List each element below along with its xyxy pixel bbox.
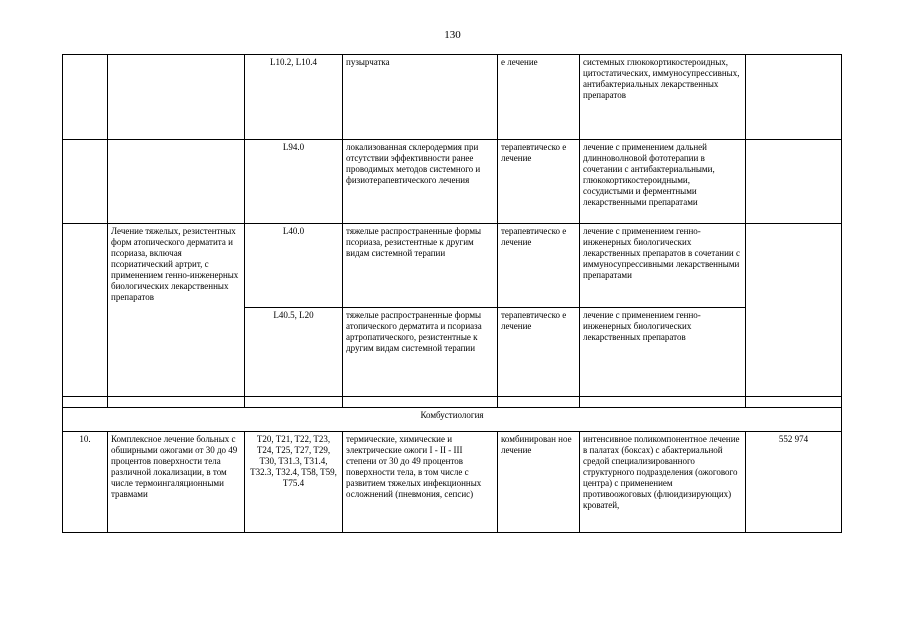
cell-empty bbox=[245, 397, 343, 408]
cell-code: L40.5, L20 bbox=[245, 308, 343, 397]
cell-name bbox=[108, 55, 245, 140]
cell-empty bbox=[498, 397, 580, 408]
table-row bbox=[63, 55, 842, 140]
cell-method: лечение с применением дальней длинноволновой фототерапии в сочетании с антибактериальными, глюкокортикостероидными, сосудистыми и ферментными лекарственными препаратами bbox=[580, 140, 746, 224]
table-row bbox=[63, 140, 842, 224]
table-row bbox=[63, 432, 842, 533]
cell-model: термические, химические и электрические ожоги I - II - III степени от 30 до 49 процентов поверхности тела, в том числе с развитием тяжелых инфекционных осложнений (пневмония, сепсис) bbox=[343, 432, 498, 533]
cell-cost bbox=[746, 140, 842, 224]
cell-code: L10.2, L10.4 bbox=[245, 55, 343, 140]
cell-method: интенсивное поликомпонентное лечение в палатах (боксах) с абактериальной средой специализированного структурного подразделения (ожогового центра) с применением противоожоговых (флюидизирующих) кроватей, bbox=[580, 432, 746, 533]
section-row bbox=[63, 408, 842, 432]
cell-method: системных глюкокортикостероидных, цитостатических, иммуносупрессивных, антибактериальных лекарственных препаратов bbox=[580, 55, 746, 140]
cell-empty bbox=[580, 397, 746, 408]
section-title: Комбустиология bbox=[63, 408, 842, 432]
page-number: 130 bbox=[444, 29, 461, 41]
cell-empty bbox=[63, 397, 108, 408]
cell-treatment: терапевтическо е лечение bbox=[498, 224, 580, 308]
cell-name bbox=[108, 140, 245, 224]
cell-cost: 552 974 bbox=[746, 432, 842, 533]
cell-cost bbox=[746, 55, 842, 140]
cell-treatment: е лечение bbox=[498, 55, 580, 140]
cell-model: тяжелые распространенные формы псориаза, резистентные к другим видам системной терапии bbox=[343, 224, 498, 308]
cell-method: лечение с применением генно-инженерных биологических лекарственных препаратов bbox=[580, 308, 746, 397]
cell-num bbox=[63, 224, 108, 397]
cell-method: лечение с применением генно-инженерных биологических лекарственных препаратов в сочетании с иммуносупрессивными лекарственными препаратами bbox=[580, 224, 746, 308]
cell-code: T20, T21, T22, T23, T24, T25, T27, T29, T30, T31.3, T31.4, T32.3, T32.4, T58, T59, T75.4 bbox=[245, 432, 343, 533]
cell-model: пузырчатка bbox=[343, 55, 498, 140]
cell-code: L40.0 bbox=[245, 224, 343, 308]
cell-model: локализованная склеродермия при отсутствии эффективности ранее проводимых методов системного и физиотерапевтического лечения bbox=[343, 140, 498, 224]
cell-empty bbox=[108, 397, 245, 408]
cell-cost bbox=[746, 224, 842, 397]
cell-model: тяжелые распространенные формы атопического дерматита и псориаза артропатического, резистентные к другим видам системной терапии bbox=[343, 308, 498, 397]
cell-name: Комплексное лечение больных с обширными ожогами от 30 до 49 процентов поверхности тела различной локализации, в том числе термоингаляционными травмами bbox=[108, 432, 245, 533]
cell-empty bbox=[746, 397, 842, 408]
cell-num bbox=[63, 55, 108, 140]
cell-treatment: комбинирован ное лечение bbox=[498, 432, 580, 533]
medical-care-table bbox=[62, 54, 842, 533]
cell-treatment: терапевтическо е лечение bbox=[498, 140, 580, 224]
cell-treatment: терапевтическо е лечение bbox=[498, 308, 580, 397]
table-row-empty bbox=[63, 397, 842, 408]
cell-num: 10. bbox=[63, 432, 108, 533]
cell-code: L94.0 bbox=[245, 140, 343, 224]
cell-empty bbox=[343, 397, 498, 408]
table-row bbox=[63, 224, 842, 308]
cell-num bbox=[63, 140, 108, 224]
cell-name: Лечение тяжелых, резистентных форм атопического дерматита и псориаза, включая псориатический артрит, с применением генно-инженерных биологических лекарственных препаратов bbox=[108, 224, 245, 397]
